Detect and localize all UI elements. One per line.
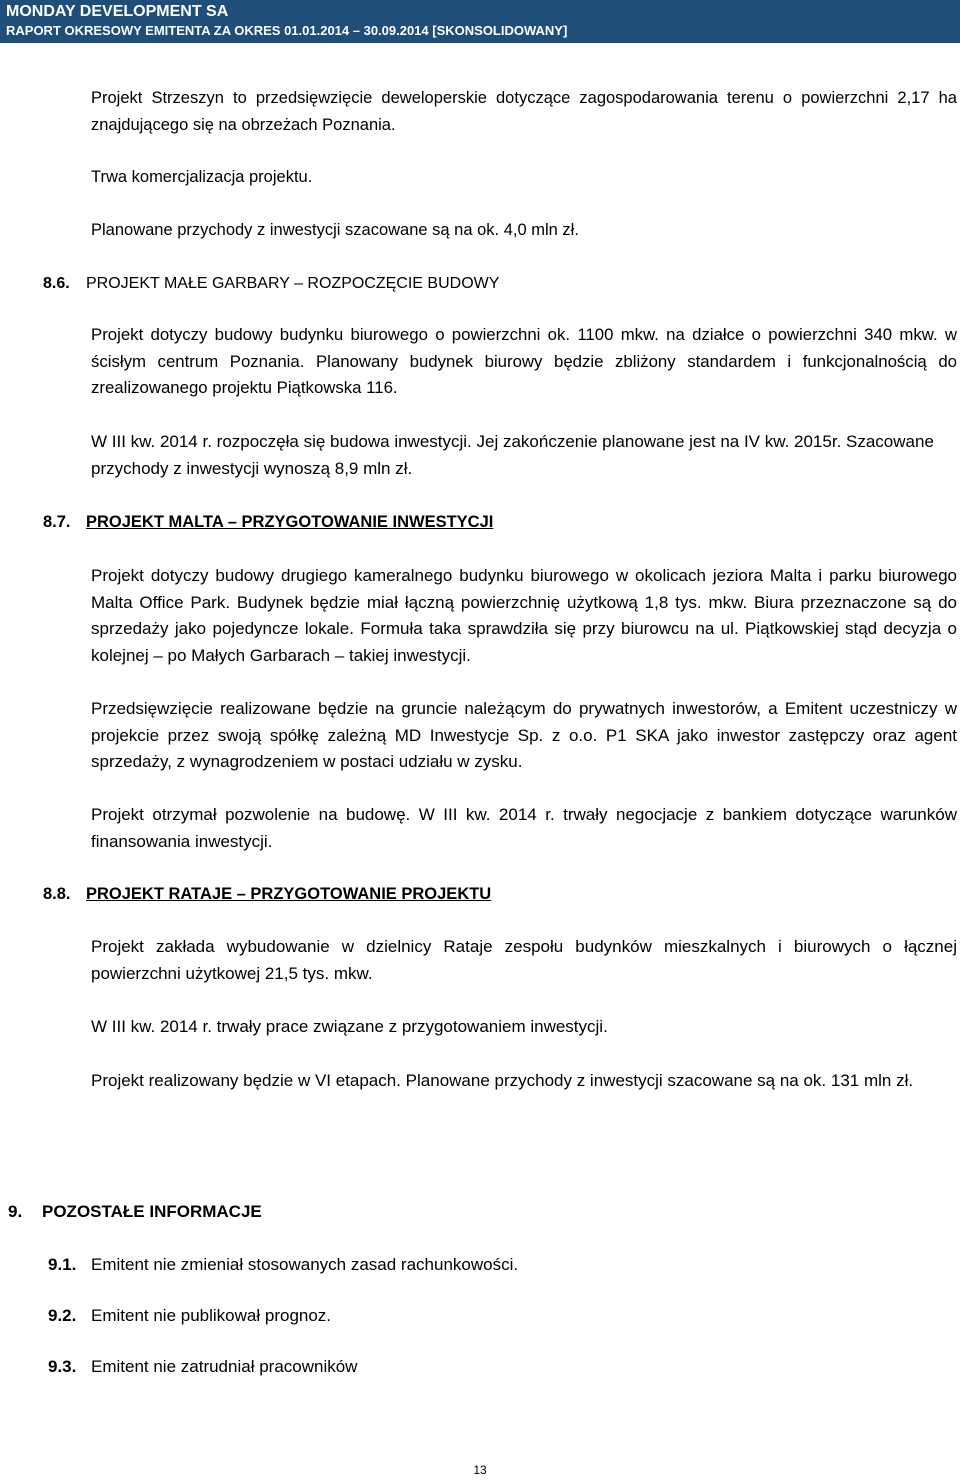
section-title: PROJEKT MAŁE GARBARY – ROZPOCZĘCIE BUDOWY	[86, 275, 500, 292]
section-heading-9	[8, 1200, 262, 1224]
section-heading-8-6	[43, 272, 499, 296]
item-number: 9.1.	[48, 1255, 77, 1274]
section-title: POZOSTAŁE INFORMACJE	[42, 1202, 262, 1221]
page-number: 13	[473, 1463, 487, 1477]
male-garbary-status: W III kw. 2014 r. rozpoczęła się budowa inwestycji. Jej zakończenie planowane jest na IV kw. 2015r. Szacowane przychody z inwestycji wynoszą 8,9 mln zł.	[91, 432, 934, 478]
strzeszyn-description: Projekt Strzeszyn to przedsięwzięcie deweloperskie dotyczące zagospodarowania terenu o powierzchni 2,17 ha znajdującego się na obrzeżach Poznania.	[91, 89, 957, 134]
item-text: Emitent nie zatrudniał pracowników	[91, 1357, 358, 1376]
section-title: PROJEKT RATAJE – PRZYGOTOWANIE PROJEKTU	[86, 885, 492, 903]
rataje-description: Projekt zakłada wybudowanie w dzielnicy Rataje zespołu budynków mieszkalnych i biurowych o łącznej powierzchni użytkowej 21,5 tys. mkw.	[91, 937, 957, 983]
malta-financing-structure: Przedsięwzięcie realizowane będzie na gruncie należącym do prywatnych inwestorów, a Emitent uczestniczy w projekcie przez swoją spółkę zależną MD Inwestycje Sp. z o.o. P1 SKA jako inwestor zastępczy oraz agent sprzedaży, z wynagrodzeniem w postaci udziału w zysku.	[91, 699, 957, 771]
list-item	[48, 1355, 357, 1379]
malta-permit-status: Projekt otrzymał pozwolenie na budowę. W III kw. 2014 r. trwały negocjacje z bankiem dotyczące warunków finansowania inwestycji.	[91, 805, 957, 851]
section-title: PROJEKT MALTA – PRZYGOTOWANIE INWESTYCJI	[86, 513, 494, 531]
item-number: 9.2.	[48, 1306, 77, 1325]
malta-description: Projekt dotyczy budowy drugiego kameralnego budynku biurowego w okolicach jeziora Malta i parku biurowego Malta Office Park. Budynek będzie miał łączną powierzchnię użytkową 1,8 tys. mkw. Biura przeznaczone są do sprzedaży jako pojedyncze lokale. Formuła taka sprawdziła się przy biurowcu na ul. Piątkowskiej stąd decyzja o kolejnej – po Małych Garbarach – takiej inwestycji.	[91, 566, 957, 665]
list-item	[48, 1304, 331, 1328]
item-number: 9.3.	[48, 1357, 77, 1376]
section-number: 9.	[8, 1202, 23, 1221]
section-number: 8.6.	[43, 275, 70, 292]
section-number: 8.7.	[43, 513, 71, 531]
company-name: MONDAY DEVELOPMENT SA	[6, 3, 229, 20]
item-text: Emitent nie publikował prognoz.	[91, 1306, 332, 1325]
section-heading-8-8	[43, 882, 491, 906]
list-item	[48, 1253, 518, 1277]
strzeszyn-revenue: Planowane przychody z inwestycji szacowane są na ok. 4,0 mln zł.	[91, 221, 579, 239]
rataje-revenue: Projekt realizowany będzie w VI etapach. Planowane przychody z inwestycji szacowane są na ok. 131 mln zł.	[91, 1071, 914, 1090]
report-header	[0, 0, 960, 43]
strzeszyn-status: Trwa komercjalizacja projektu.	[91, 168, 313, 186]
section-number: 8.8.	[43, 885, 71, 903]
section-heading-8-7	[43, 510, 493, 534]
rataje-status: W III kw. 2014 r. trwały prace związane z przygotowaniem inwestycji.	[91, 1017, 608, 1036]
item-text: Emitent nie zmieniał stosowanych zasad rachunkowości.	[91, 1255, 519, 1274]
report-subtitle: RAPORT OKRESOWY EMITENTA ZA OKRES 01.01.2014 – 30.09.2014 [SKONSOLIDOWANY]	[6, 23, 568, 38]
male-garbary-description: Projekt dotyczy budowy budynku biurowego o powierzchni ok. 1100 mkw. na działce o powierzchni 340 mkw. w ścisłym centrum Poznania. Planowany budynek biurowy będzie zbliżony standardem i funkcjonalnością do zrealizowanego projektu Piątkowska 116.	[91, 325, 957, 397]
